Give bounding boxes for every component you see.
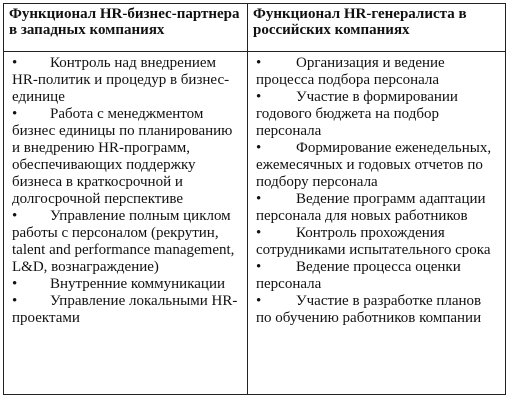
bullet-icon: • [12, 208, 18, 224]
list-item-text: Ведение программ адаптации персонала для новых работников [256, 191, 486, 224]
right-column [248, 4, 505, 394]
list-item-text: Контроль над внедрением HR-политик и процедур в бизнес-единице [12, 55, 230, 105]
left-column [4, 4, 248, 394]
bullet-icon: • [12, 293, 18, 309]
bullet-icon: • [256, 140, 262, 156]
list-item [12, 106, 241, 208]
list-item [12, 293, 241, 327]
list-item-text: Управление локальными HR-проектами [12, 293, 238, 326]
list-item-text: Формирование еженедельных, ежемесячных и годовых отчетов по подбору персонала [256, 140, 492, 190]
list-item [12, 276, 241, 293]
list-item [256, 293, 499, 327]
right-bullet-list [256, 55, 499, 327]
bullet-icon: • [256, 191, 262, 207]
list-item-text: Участие в формировании годового бюджета на подбор персонала [256, 89, 458, 139]
bullet-icon: • [12, 276, 18, 292]
left-column-body [4, 52, 247, 394]
list-item [12, 208, 241, 276]
bullet-icon: • [256, 259, 262, 275]
bullet-icon: • [256, 293, 262, 309]
bullet-icon: • [12, 55, 18, 71]
left-column-header: Функционал HR-бизнес-партнера в западных компаниях [4, 4, 247, 52]
list-item [256, 89, 499, 140]
left-bullet-list [12, 55, 241, 327]
list-item [256, 55, 499, 89]
bullet-icon: • [256, 55, 262, 71]
list-item [256, 191, 499, 225]
right-column-header: Функционал HR-генералиста в российских компаниях [248, 4, 505, 52]
list-item-text: Участие в разработке планов по обучению работников компании [256, 293, 482, 326]
list-item [256, 225, 499, 259]
list-item-text: Работа с менеджментом бизнес единицы по планированию и внедрению HR-программ, обеспечивающих поддержку бизнеса в краткосрочной и долгосрочной перспективе [12, 106, 233, 207]
list-item-text: Организация и ведение процесса подбора персонала [256, 55, 445, 88]
list-item [256, 140, 499, 191]
right-column-body [248, 52, 505, 394]
list-item-text: Управление полным циклом работы с персоналом (рекрутин, talent and performance management, L&D, вознаграждение) [12, 208, 235, 275]
list-item-text: Контроль прохождения сотрудниками испытательного срока [256, 225, 491, 258]
list-item [256, 259, 499, 293]
list-item [12, 55, 241, 106]
bullet-icon: • [256, 89, 262, 105]
comparison-table [3, 3, 506, 395]
list-item-text: Ведение процесса оценки персонала [256, 259, 461, 292]
list-item-text: Внутренние коммуникации [50, 276, 225, 292]
bullet-icon: • [256, 225, 262, 241]
bullet-icon: • [12, 106, 18, 122]
